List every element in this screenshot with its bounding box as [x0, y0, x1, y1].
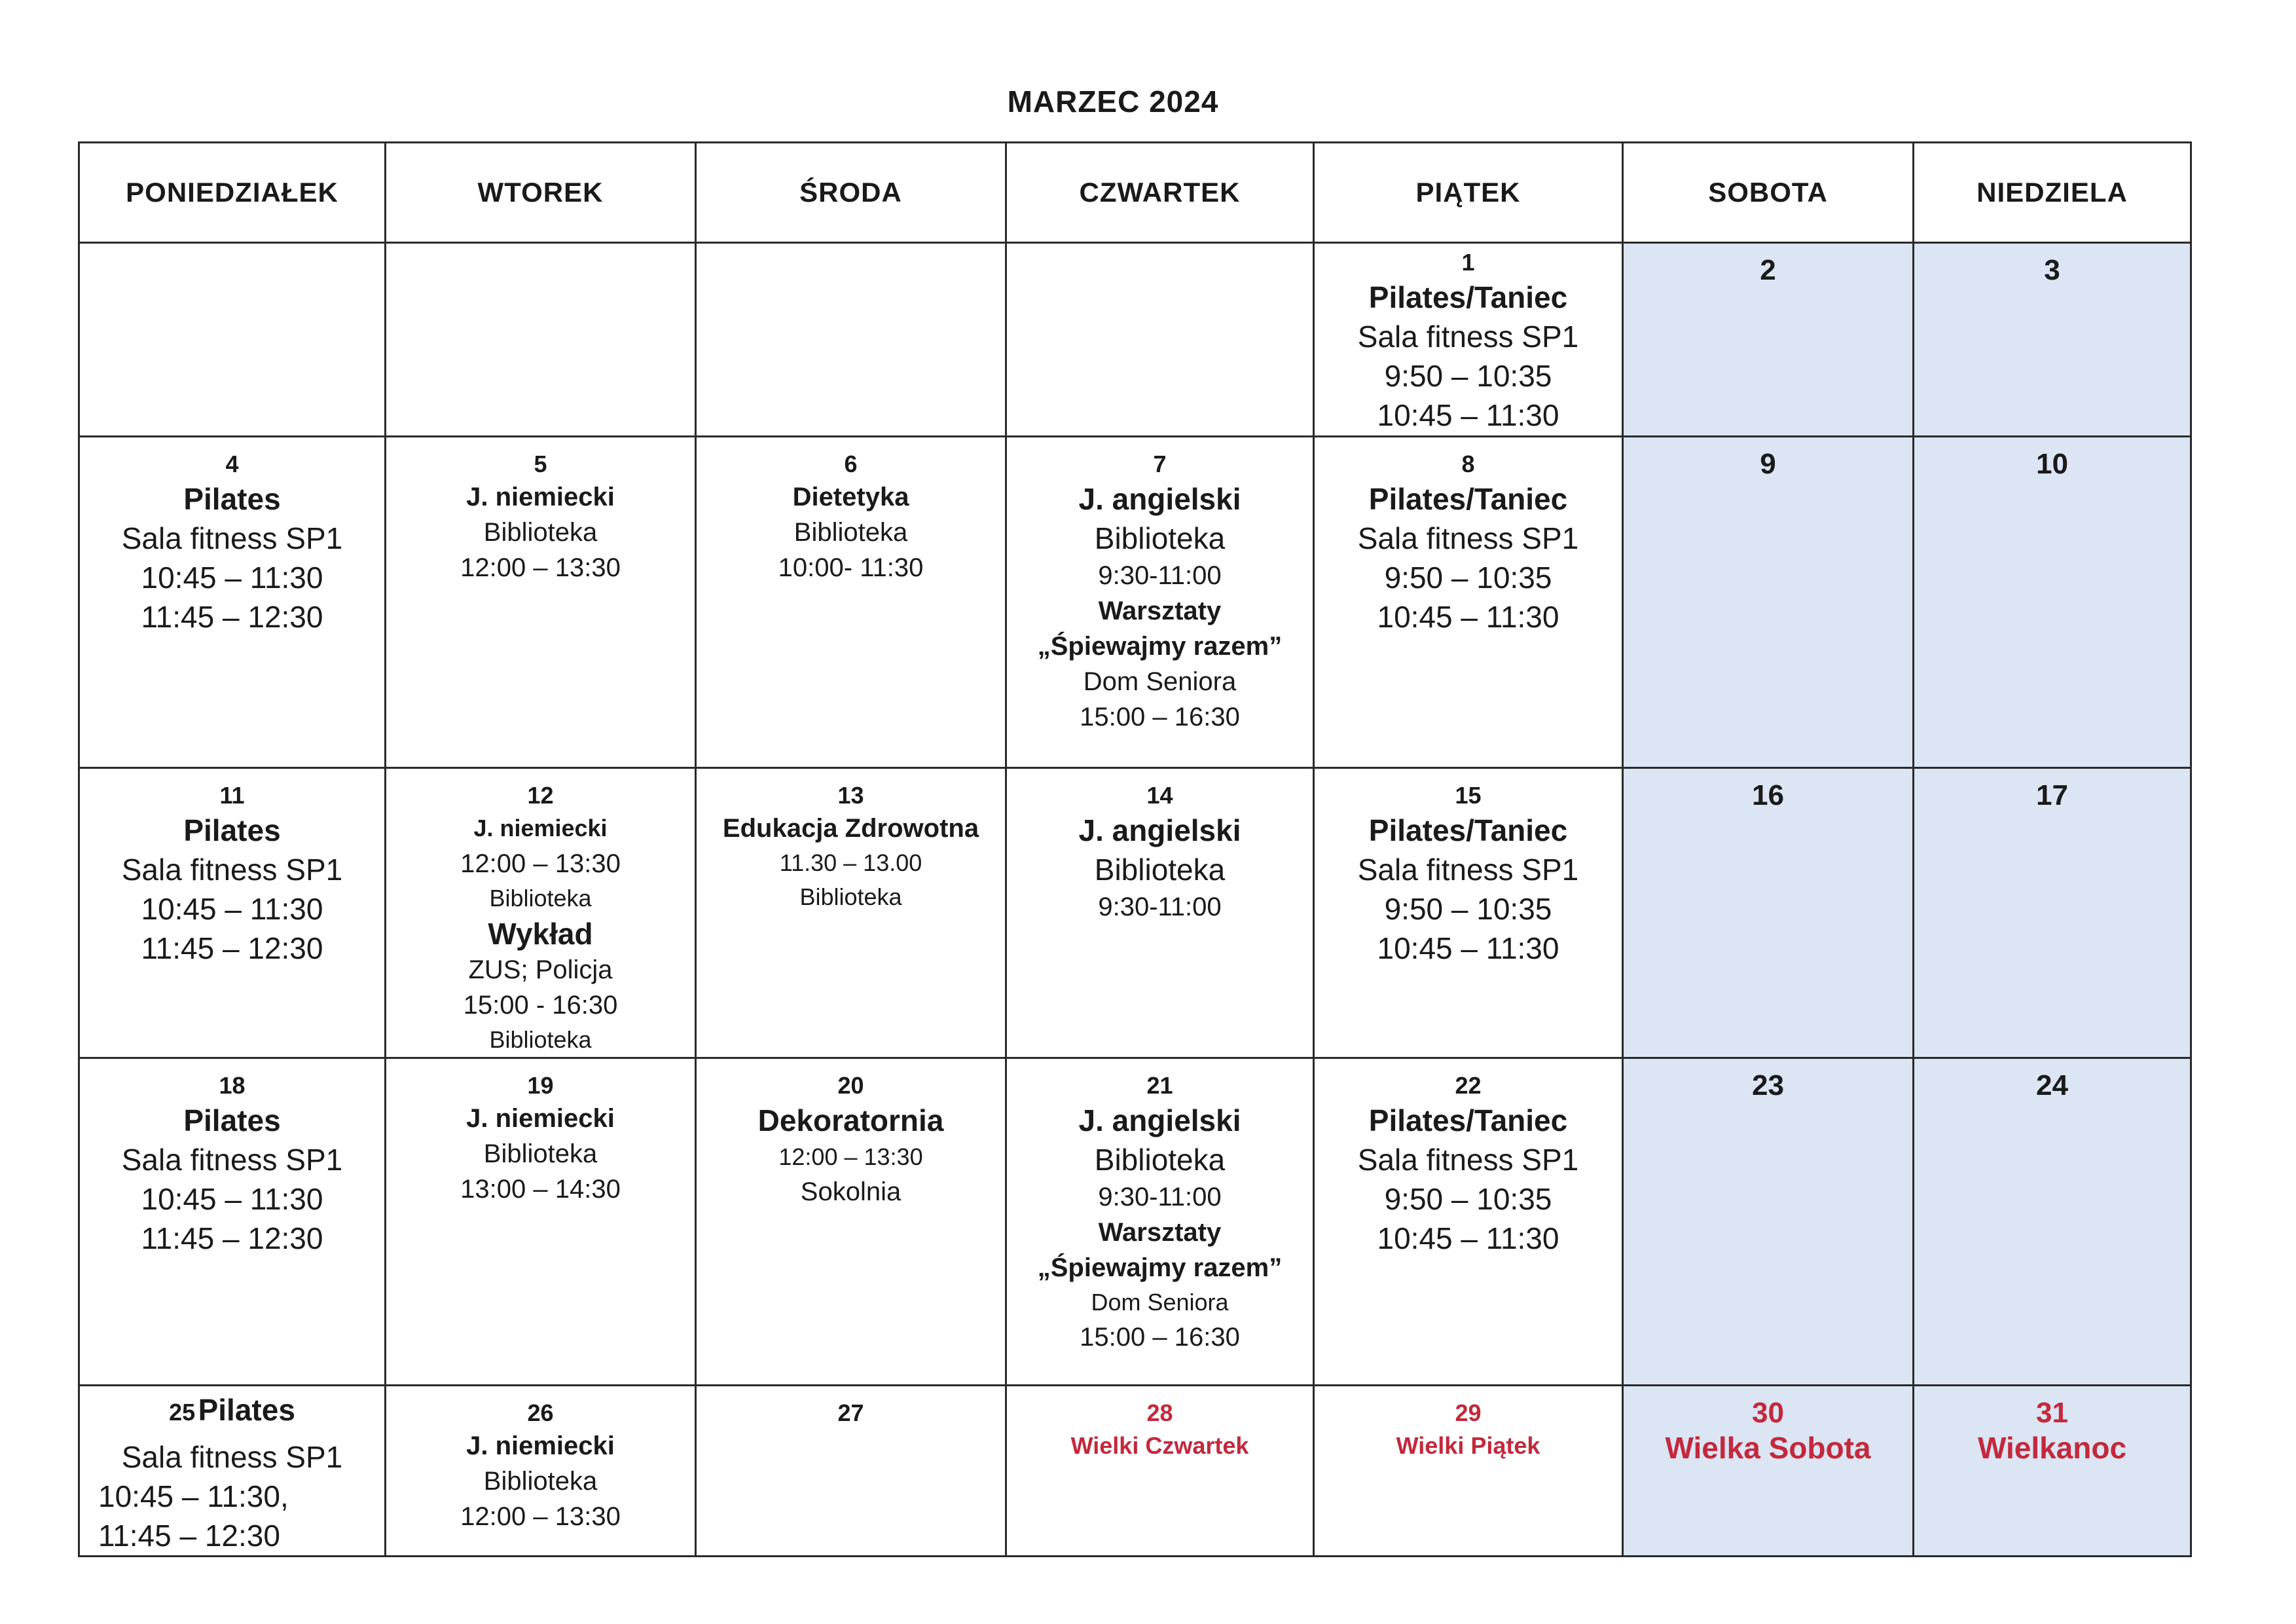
- day-cell-23: [1623, 1058, 1914, 1386]
- week-row: [79, 1386, 2191, 1557]
- day-cell-25: [79, 1386, 386, 1557]
- event-time: 15:00 - 16:30: [463, 991, 618, 1020]
- event-time: 9:50 – 10:35: [1384, 359, 1552, 393]
- day-cell-27: [696, 1386, 1006, 1557]
- day-cell-empty: [386, 243, 696, 437]
- event-title: J. angielski: [1078, 482, 1241, 516]
- week-row: [79, 243, 2191, 437]
- event-title: Pilates/Taniec: [1368, 813, 1568, 847]
- event-time: 10:45 – 11:30: [141, 892, 323, 926]
- day-number: 5: [534, 451, 547, 477]
- day-number: 14: [1146, 782, 1173, 809]
- day-cell-11: [79, 768, 386, 1058]
- event-location: Sala fitness SP1: [121, 1143, 343, 1177]
- event-location: Sala fitness SP1: [1357, 320, 1579, 354]
- day-number: 17: [2036, 779, 2068, 811]
- day-number: 31: [2036, 1397, 2068, 1429]
- event-time: 9:30-11:00: [1098, 893, 1222, 921]
- week-row: [79, 768, 2191, 1058]
- header-friday: PIĄTEK: [1314, 143, 1623, 243]
- day-number: 16: [1752, 779, 1784, 811]
- header-row: [79, 143, 2191, 243]
- day-cell-31: [1914, 1386, 2191, 1557]
- holiday-label: Wielka Sobota: [1665, 1431, 1871, 1465]
- event-time: 10:45 – 11:30: [141, 561, 323, 595]
- event-title: Edukacja Zdrowotna: [722, 814, 979, 843]
- event-location: Biblioteka: [483, 518, 598, 547]
- day-cell-empty: [79, 243, 386, 437]
- event-title: Warsztaty: [1098, 597, 1222, 625]
- event-title: „Śpiewajmy razem”: [1037, 1253, 1283, 1282]
- event-location: Biblioteka: [793, 518, 908, 547]
- day-number: 18: [219, 1072, 246, 1099]
- event-title: Dietetyka: [792, 483, 909, 511]
- day-number: 30: [1752, 1397, 1784, 1429]
- event-location: Biblioteka: [799, 883, 902, 910]
- event-time: 10:45 – 11:30: [1377, 1221, 1559, 1255]
- event-time: 9:50 – 10:35: [1384, 1182, 1552, 1216]
- day-cell-21: [1006, 1058, 1314, 1386]
- event-title: Pilates: [183, 1103, 281, 1137]
- event-time: 10:45 – 11:30: [1377, 931, 1559, 965]
- event-location: Sala fitness SP1: [121, 853, 343, 887]
- event-time: 11:45 – 12:30: [141, 931, 323, 965]
- event-time: 10:00- 11:30: [778, 553, 924, 582]
- day-cell-6: [696, 437, 1006, 768]
- event-time: 9:30-11:00: [1098, 1183, 1222, 1211]
- event-time: 11:45 – 12:30: [141, 1221, 323, 1255]
- day-number: 4: [225, 451, 239, 477]
- day-number: 15: [1455, 782, 1482, 809]
- event-title: Pilates: [198, 1393, 295, 1427]
- header-tuesday: WTOREK: [386, 143, 696, 243]
- event-title: J. angielski: [1078, 1103, 1241, 1137]
- event-time: 10:45 – 11:30,: [98, 1479, 289, 1513]
- day-cell-7: [1006, 437, 1314, 768]
- event-time: 11:45 – 12:30: [98, 1519, 280, 1553]
- event-title: J. niemiecki: [466, 1431, 615, 1460]
- event-location: Dom Seniora: [1083, 667, 1237, 696]
- holiday-label: Wielki Czwartek: [1070, 1432, 1249, 1459]
- day-number: 1: [1461, 249, 1475, 276]
- event-title: Pilates/Taniec: [1368, 280, 1568, 314]
- day-number: 3: [2044, 254, 2060, 286]
- event-title: Wykład: [488, 917, 593, 951]
- day-cell-28: [1006, 1386, 1314, 1557]
- event-title: „Śpiewajmy razem”: [1037, 632, 1283, 661]
- day-cell-26: [386, 1386, 696, 1557]
- day-cell-13: [696, 768, 1006, 1058]
- event-title: J. angielski: [1078, 813, 1241, 847]
- event-location: ZUS; Policja: [468, 955, 613, 984]
- day-number: 28: [1146, 1399, 1173, 1426]
- header-monday: PONIEDZIAŁEK: [79, 143, 386, 243]
- event-time: 9:50 – 10:35: [1384, 892, 1552, 926]
- event-time: 9:50 – 10:35: [1384, 561, 1552, 595]
- day-cell-8: [1314, 437, 1623, 768]
- day-cell-17: [1914, 768, 2191, 1058]
- day-cell-24: [1914, 1058, 2191, 1386]
- holiday-label: Wielkanoc: [1977, 1431, 2127, 1465]
- day-number: 11: [219, 782, 245, 809]
- day-cell-12: [386, 768, 696, 1058]
- event-location: Sala fitness SP1: [1357, 1143, 1579, 1177]
- day-number: 20: [837, 1072, 864, 1099]
- event-title: Pilates: [183, 813, 281, 847]
- event-location: Sala fitness SP1: [121, 1440, 343, 1474]
- day-number: 8: [1461, 451, 1475, 477]
- day-cell-9: [1623, 437, 1914, 768]
- day-number: 21: [1146, 1072, 1173, 1099]
- day-cell-16: [1623, 768, 1914, 1058]
- event-time: 12:00 – 13:30: [778, 1143, 923, 1170]
- event-location: Biblioteka: [1094, 1143, 1226, 1177]
- day-cell-19: [386, 1058, 696, 1386]
- day-number: 10: [2036, 448, 2068, 480]
- day-cell-empty: [1006, 243, 1314, 437]
- day-number: 22: [1455, 1072, 1482, 1099]
- header-wednesday: ŚRODA: [696, 143, 1006, 243]
- week-row: [79, 437, 2191, 768]
- event-time: 10:45 – 11:30: [141, 1182, 323, 1216]
- event-title: J. niemiecki: [466, 483, 615, 511]
- day-number: 27: [837, 1399, 864, 1426]
- day-cell-30: [1623, 1386, 1914, 1557]
- day-number: 26: [527, 1399, 554, 1426]
- page-title: MARZEC 2024: [1007, 84, 1219, 119]
- event-title: J. niemiecki: [473, 815, 608, 841]
- header-thursday: CZWARTEK: [1006, 143, 1314, 243]
- day-cell-10: [1914, 437, 2191, 768]
- event-title: Dekoratornia: [757, 1103, 944, 1137]
- day-cell-18: [79, 1058, 386, 1386]
- day-number: 2: [1760, 254, 1776, 286]
- event-title: Pilates: [183, 482, 281, 516]
- day-cell-15: [1314, 768, 1623, 1058]
- day-number: 12: [527, 782, 554, 809]
- event-time: 10:45 – 11:30: [1377, 600, 1559, 634]
- event-time: 12:00 – 13:30: [460, 553, 621, 582]
- header-sunday: NIEDZIELA: [1914, 143, 2191, 243]
- event-time: 12:00 – 13:30: [460, 849, 621, 878]
- event-location: Biblioteka: [489, 1026, 592, 1053]
- event-location: Biblioteka: [1094, 853, 1226, 887]
- holiday-label: Wielki Piątek: [1396, 1432, 1540, 1459]
- day-cell-2: [1623, 243, 1914, 437]
- event-title: Pilates/Taniec: [1368, 482, 1568, 516]
- event-time: 11.30 – 13.00: [779, 849, 922, 876]
- day-number: 24: [2036, 1069, 2068, 1101]
- event-location: Sala fitness SP1: [1357, 853, 1579, 887]
- event-time: 12:00 – 13:30: [460, 1502, 621, 1531]
- calendar-table: [78, 141, 2192, 1557]
- day-cell-empty: [696, 243, 1006, 437]
- event-title: Pilates/Taniec: [1368, 1103, 1568, 1137]
- day-cell-3: [1914, 243, 2191, 437]
- event-time: 9:30-11:00: [1098, 561, 1222, 590]
- event-title: Warsztaty: [1098, 1218, 1222, 1247]
- day-cell-1: [1314, 243, 1623, 437]
- week-row: [79, 1058, 2191, 1386]
- day-number: 13: [837, 782, 864, 809]
- day-number: 19: [527, 1072, 554, 1099]
- day-cell-5: [386, 437, 696, 768]
- event-location: Sokolnia: [800, 1177, 902, 1206]
- day-number: 7: [1153, 451, 1167, 477]
- event-location: Biblioteka: [1094, 521, 1226, 555]
- day-cell-14: [1006, 768, 1314, 1058]
- event-title: J. niemiecki: [466, 1104, 615, 1133]
- event-location: Biblioteka: [489, 885, 592, 912]
- event-location: Sala fitness SP1: [1357, 521, 1579, 555]
- event-location: Dom Seniora: [1091, 1289, 1229, 1316]
- event-time: 13:00 – 14:30: [460, 1175, 621, 1204]
- day-number: 9: [1760, 448, 1776, 480]
- event-time: 11:45 – 12:30: [141, 600, 323, 634]
- day-number: 6: [844, 451, 858, 477]
- day-cell-29: [1314, 1386, 1623, 1557]
- day-cell-4: [79, 437, 386, 768]
- day-cell-20: [696, 1058, 1006, 1386]
- event-location: Biblioteka: [483, 1467, 598, 1496]
- event-time: 15:00 – 16:30: [1080, 1323, 1240, 1352]
- header-saturday: SOBOTA: [1623, 143, 1914, 243]
- event-location: Sala fitness SP1: [121, 521, 343, 555]
- day-number: 29: [1455, 1399, 1482, 1426]
- event-time: 15:00 – 16:30: [1080, 703, 1240, 731]
- event-location: Biblioteka: [483, 1139, 598, 1168]
- day-number: 23: [1752, 1069, 1784, 1101]
- day-cell-22: [1314, 1058, 1623, 1386]
- event-time: 10:45 – 11:30: [1377, 398, 1559, 432]
- day-number: 25: [169, 1399, 196, 1426]
